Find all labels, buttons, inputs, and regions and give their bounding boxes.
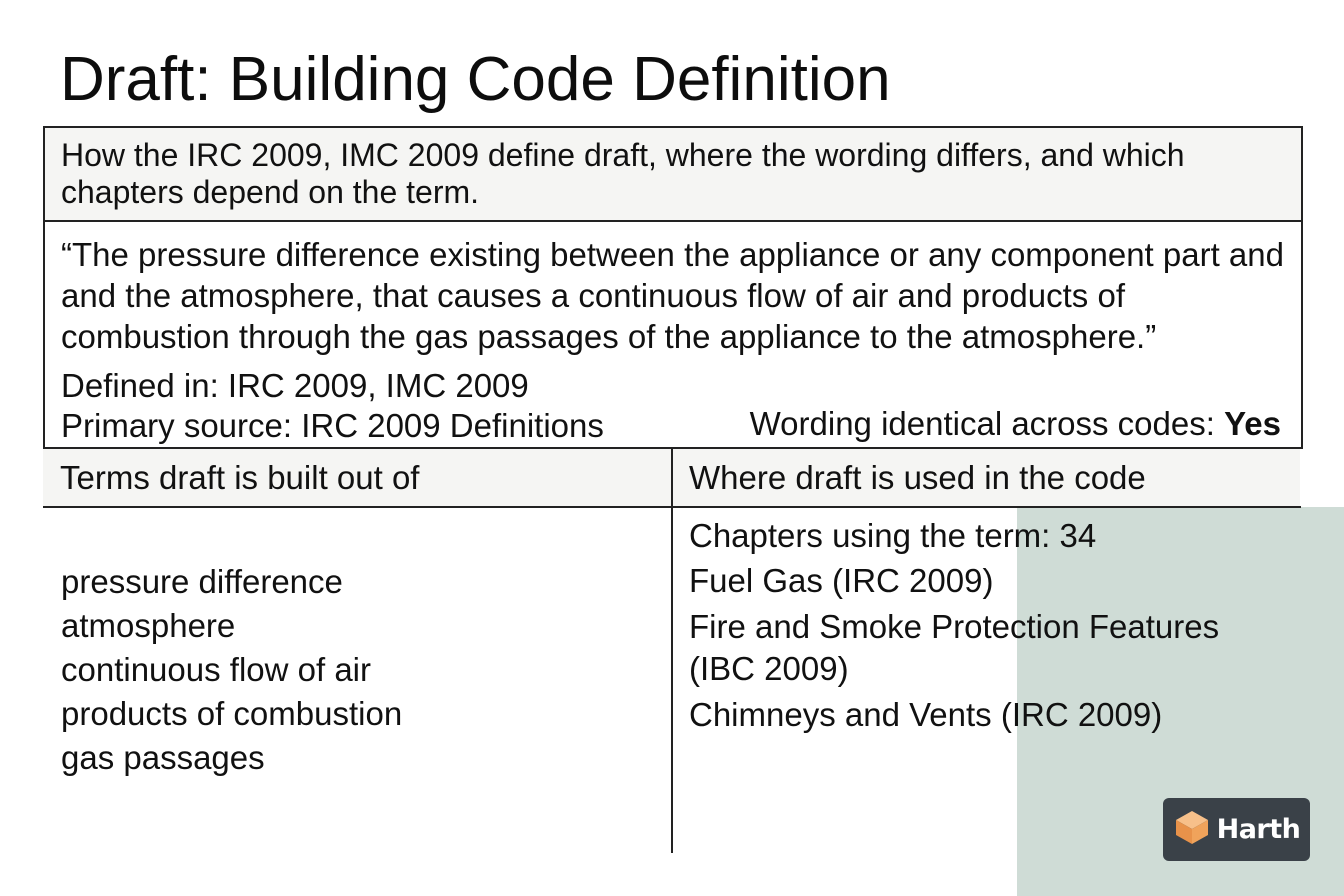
list-item: continuous flow of air — [61, 651, 372, 688]
terms-list — [61, 560, 402, 780]
list-item: Fuel Gas (IRC 2009) — [689, 562, 994, 599]
definition-card — [43, 126, 1303, 449]
cube-icon — [1173, 808, 1211, 851]
list-item: products of combustion — [61, 695, 403, 732]
list-item: gas passages — [61, 739, 265, 776]
page-title: Draft: Building Code Definition — [60, 45, 891, 114]
usage-header: Where draft is used in the code — [673, 449, 1300, 506]
list-item: Fire and Smoke Protection Features (IBC 2009) — [689, 608, 1220, 687]
logo-text: Harth — [1216, 814, 1301, 845]
column-divider — [671, 449, 673, 853]
wording-identical — [750, 404, 1281, 444]
defined-in: Defined in: IRC 2009, IMC 2009 — [61, 367, 529, 404]
chapter-count: Chapters using the term: 34 — [689, 517, 1097, 554]
list-item: pressure difference — [61, 563, 343, 600]
harth-logo — [1163, 798, 1310, 861]
summary-text: How the IRC 2009, IMC 2009 define draft, where the wording differs, and which chapters depend on the term. — [45, 128, 1301, 222]
primary-source: Primary source: IRC 2009 Definitions — [61, 407, 604, 444]
definition-block — [45, 222, 1301, 447]
usage-section — [689, 515, 1289, 740]
chapter-list — [689, 560, 1289, 736]
list-item: atmosphere — [61, 607, 236, 644]
definition-quote: “The pressure difference existing between the appliance or any component part and and the atmosphere, that causes a continuous flow of air and products of combustion through the gas passages of the appliance to the atmosphere.” — [61, 236, 1284, 355]
wording-identical-label: Wording identical across codes: — [749, 405, 1225, 442]
wording-identical-value: Yes — [1224, 405, 1281, 442]
list-item: Chimneys and Vents (IRC 2009) — [689, 696, 1163, 733]
terms-header: Terms draft is built out of — [43, 449, 671, 506]
